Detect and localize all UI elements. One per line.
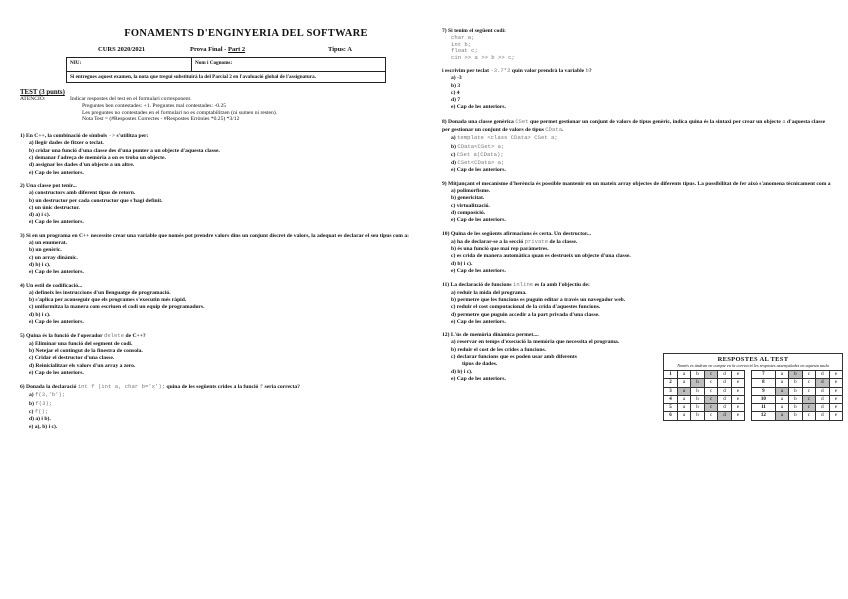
question-text xyxy=(442,281,834,289)
exam-part: Part 2 xyxy=(227,46,246,53)
answer-option xyxy=(442,268,834,275)
code-fragment: CData xyxy=(545,126,563,133)
question-8 xyxy=(442,118,834,175)
text-fragment: d) composició. xyxy=(451,209,486,216)
answer-choice-cell[interactable]: d xyxy=(717,412,731,420)
code-line: int b; xyxy=(451,40,472,48)
answer-choice-cell[interactable]: a xyxy=(678,404,691,412)
answer-option xyxy=(442,203,834,210)
question-11 xyxy=(442,281,834,326)
answer-choice-cell[interactable]: d xyxy=(815,404,829,412)
text-fragment: d) xyxy=(451,160,458,167)
text-fragment: c) 4 xyxy=(451,89,460,96)
text-fragment: b) un genèric. xyxy=(29,247,62,254)
code-fragment: -3.7*2 xyxy=(490,66,511,74)
answer-choice-cell[interactable]: c xyxy=(704,412,717,420)
answer-choice-cell[interactable]: c xyxy=(802,404,815,412)
question-number-cell: 3 xyxy=(664,387,678,395)
exam-header-line xyxy=(98,46,412,53)
question-number-cell: 1 xyxy=(664,370,678,378)
answer-choice-cell[interactable]: d xyxy=(717,404,731,412)
answer-option xyxy=(20,391,412,399)
question-text xyxy=(20,383,412,391)
answer-choice-cell[interactable]: a xyxy=(678,370,691,378)
answer-choice-cell[interactable]: e xyxy=(829,412,842,420)
answer-choice-cell[interactable]: a xyxy=(775,387,788,395)
text-fragment: c) uniformitza la manera com escriuen el codi un equip de programadors. xyxy=(29,304,205,311)
question-number-cell: 4 xyxy=(664,395,678,403)
text-fragment: d) a) i c). xyxy=(29,212,51,219)
code-fragment: f(); xyxy=(34,407,49,415)
exam-name: Prova Final - Part 2 xyxy=(190,46,246,53)
question-number-cell: 10 xyxy=(751,395,775,403)
attention-lines xyxy=(70,96,277,123)
text-fragment: a) xyxy=(29,392,36,399)
text-fragment: c) demanar l'adreça de memòria a on es troba un objecte. xyxy=(29,155,166,162)
question-1 xyxy=(20,132,412,177)
answer-sheet-header xyxy=(663,353,843,370)
text-fragment: i escrivim per teclat xyxy=(442,67,491,74)
left-column xyxy=(20,28,412,431)
attention-line: Les preguntes no contestades en el formulari no es comptabilitzen (ni sumen ni resten). xyxy=(82,109,278,116)
code-line: char a; xyxy=(451,34,475,42)
attention-line: Preguntes ben contestades: +1. Preguntes mal contestades: -0.25 xyxy=(82,102,227,109)
answer-choice-cell[interactable]: b xyxy=(690,387,704,395)
text-fragment: e) a), b) i c). xyxy=(29,423,58,430)
answer-option xyxy=(20,355,412,362)
answer-sheet xyxy=(663,353,843,421)
text-fragment: d) b) i c). xyxy=(451,260,473,267)
answer-row xyxy=(664,404,843,412)
question-6 xyxy=(20,383,412,431)
answer-choice-cell[interactable]: b xyxy=(690,370,704,378)
text-fragment: b) reduir el cost de les crides a funcions. xyxy=(451,346,547,353)
answer-choice-cell[interactable]: e xyxy=(731,395,744,403)
question-5 xyxy=(20,332,412,377)
text-fragment: d) b) i c). xyxy=(451,368,473,375)
answer-option xyxy=(442,339,834,346)
text-fragment: d) b) i c). xyxy=(29,261,51,268)
answer-sheet-subtitle: Només es tindran en compte en la correcció les respostes assenyalades en aquesta taula xyxy=(677,363,829,369)
text-fragment: 8) Donada una classe genèrica xyxy=(442,118,516,125)
text-fragment: a) defineix les instruccions d'un llenguatge de programació. xyxy=(29,289,171,296)
answer-choice-cell[interactable]: c xyxy=(704,379,717,387)
text-fragment: e) Cap de les anteriors. xyxy=(29,219,84,226)
text-fragment: c) es crida de manera automàtica quan es destrueix un objecte d'una classe. xyxy=(451,253,631,260)
code-fragment: b xyxy=(585,66,589,74)
text-fragment: s'utilitza per: xyxy=(115,133,149,140)
answer-choice-cell[interactable]: c xyxy=(802,379,815,387)
attention-label: ATENCIÓ: xyxy=(20,96,46,102)
text-fragment: a) un enumerat. xyxy=(29,240,68,247)
answer-choice-cell[interactable]: e xyxy=(829,395,842,403)
grid-gap xyxy=(744,370,751,378)
text-fragment: 11) La declaració de funcions xyxy=(442,282,514,289)
answer-choice-cell[interactable]: e xyxy=(829,404,842,412)
question-text xyxy=(442,181,834,188)
text-fragment: quina de les següents crides a la funció xyxy=(165,384,260,391)
niu-field[interactable]: NIU: xyxy=(67,58,192,72)
text-fragment: es fa amb l'objectiu de: xyxy=(533,282,590,289)
answer-choice-cell[interactable]: d xyxy=(815,379,829,387)
answer-choice-cell[interactable]: a xyxy=(678,379,691,387)
text-fragment: seria correcta? xyxy=(263,384,300,391)
code-fragment: int f (int a, char b='x'); xyxy=(77,383,166,391)
text-fragment: b) Netejar el contingut de la finestra de consola. xyxy=(29,347,143,354)
answer-option xyxy=(442,312,834,319)
text-fragment: e) Cap de les anteriors. xyxy=(451,167,506,174)
text-fragment: de C++? xyxy=(124,333,146,340)
answer-option xyxy=(20,408,412,416)
answer-choice-cell[interactable]: a xyxy=(775,379,788,387)
code-fragment: -> xyxy=(108,132,116,140)
answer-choice-cell[interactable]: a xyxy=(775,412,788,420)
question-text xyxy=(20,332,412,340)
text-fragment: ? xyxy=(588,67,592,74)
answer-option xyxy=(20,198,412,205)
exam-title: FONAMENTS D'ENGINYERIA DEL SOFTWARE xyxy=(124,28,368,39)
text-fragment: c) un únic destructor. xyxy=(29,204,80,211)
answer-choice-cell[interactable]: c xyxy=(802,387,815,395)
question-text xyxy=(20,283,412,290)
submission-notice: Si entregues aquest examen, la nota que tregui substituirà la del Parcial 2 en l'avaluació global de l'assignatura. xyxy=(67,72,386,83)
answer-option xyxy=(20,162,412,169)
code-fragment: f xyxy=(259,383,264,391)
answer-option xyxy=(442,83,834,90)
question-4 xyxy=(20,283,412,327)
text-fragment: e) Cap de les anteriors. xyxy=(451,318,506,325)
answer-option xyxy=(442,195,834,202)
text-fragment: 9) Mitjançant el mecanisme d'herència és possible mantenir en un mateix array objectes de diferents tipus. La possibilitat de fer això s'anomena tècnicament com a xyxy=(442,180,831,187)
text-fragment: b) permetre que les funcions es puguin editar a través un navegador web. xyxy=(451,296,626,303)
answer-choice-cell[interactable]: a xyxy=(678,412,691,420)
text-fragment: 12) L'ús de memòria dinàmica permet.... xyxy=(442,332,539,339)
name-field[interactable]: Nom i Cognoms: xyxy=(192,58,386,72)
question-text xyxy=(442,231,834,238)
text-fragment: c) virtualització. xyxy=(451,202,490,209)
text-fragment: 5) Quina és la funció de l'operador xyxy=(20,333,104,340)
answer-choice-cell[interactable]: d xyxy=(717,379,731,387)
text-fragment: a) constructors amb diferent tipus de retorn. xyxy=(29,190,136,197)
text-fragment: b) 3 xyxy=(451,82,461,89)
answer-option xyxy=(442,319,834,326)
answer-choice-cell[interactable]: b xyxy=(788,370,802,378)
question-number-cell: 2 xyxy=(664,379,678,387)
student-info-table xyxy=(66,57,386,83)
answer-choice-cell[interactable]: b xyxy=(690,395,704,403)
text-fragment: b) s'aplica per aconseguir que els programes s'executin més ràpid. xyxy=(29,297,187,304)
answer-choice-cell[interactable]: d xyxy=(815,387,829,395)
answer-choice-cell[interactable]: d xyxy=(815,412,829,420)
attention-block xyxy=(20,96,412,123)
answer-option xyxy=(20,424,412,431)
text-fragment: e) Cap de les anteriors. xyxy=(451,375,506,382)
text-fragment: b) és una funció que mai rep paràmetres. xyxy=(451,246,549,253)
code-fragment: CData<CSet> a; xyxy=(457,142,505,150)
code-fragment: CSet a(CData); xyxy=(456,150,504,158)
answer-option xyxy=(442,188,834,195)
answer-option xyxy=(442,238,834,246)
answer-option xyxy=(442,167,834,174)
text-fragment: e) Cap de les anteriors. xyxy=(451,217,506,224)
answer-row xyxy=(664,412,843,420)
answer-option xyxy=(20,363,412,370)
code-fragment: f(3); xyxy=(35,399,53,407)
answer-choice-cell[interactable]: d xyxy=(717,387,731,395)
text-fragment: 1) En C++, la combinació de símbols xyxy=(20,133,109,140)
answer-choice-cell[interactable]: b xyxy=(690,412,704,420)
answer-choice-cell[interactable]: e xyxy=(731,404,744,412)
text-fragment: c) xyxy=(29,408,35,415)
answer-option xyxy=(20,247,412,254)
exam-type: Tipus: A xyxy=(328,46,352,53)
code-line: float c; xyxy=(451,47,478,55)
answer-choice-cell[interactable]: b xyxy=(690,404,704,412)
answer-option xyxy=(20,416,412,423)
text-fragment: 2) Una classe pot tenir... xyxy=(20,182,77,189)
text-fragment: b) xyxy=(451,143,458,150)
text-fragment: a) reduir la mida del programa. xyxy=(451,289,527,296)
answer-row xyxy=(664,370,843,378)
answer-choice-cell[interactable]: e xyxy=(829,370,842,378)
text-fragment: d) 7 xyxy=(451,97,461,104)
text-fragment: a) llegir dades de fitxer o teclat. xyxy=(29,140,104,147)
answer-option xyxy=(20,312,412,319)
text-fragment: c) un array dinàmic. xyxy=(29,254,78,261)
answer-option xyxy=(20,319,412,326)
answer-choice-cell[interactable]: a xyxy=(678,387,691,395)
text-fragment: c) declarar funcions que es poden usar amb diferents xyxy=(451,354,577,361)
answer-choice-cell[interactable]: a xyxy=(678,395,691,403)
question-2 xyxy=(20,183,412,227)
answer-choice-cell[interactable]: b xyxy=(788,387,802,395)
text-fragment: quin valor prendrà la variable xyxy=(510,67,586,74)
answer-option xyxy=(442,75,834,82)
answer-option xyxy=(442,151,834,159)
answer-choice-cell[interactable]: e xyxy=(829,379,842,387)
answer-choice-cell[interactable]: c xyxy=(802,395,815,403)
answer-choice-cell[interactable]: e xyxy=(731,370,744,378)
answer-choice-cell[interactable]: b xyxy=(788,395,802,403)
answer-option xyxy=(442,253,834,260)
answer-option xyxy=(20,400,412,408)
question-7 xyxy=(442,28,834,112)
question-text xyxy=(442,118,834,135)
text-fragment: b) xyxy=(29,400,36,407)
text-fragment: e) Cap de les anteriors. xyxy=(451,268,506,275)
grid-gap xyxy=(744,387,751,395)
text-fragment: e) Cap de les anteriors. xyxy=(29,169,84,176)
text-fragment: e) Cap de les anteriors. xyxy=(451,104,506,111)
text-fragment: d) a) i b). xyxy=(29,416,51,423)
answer-choice-cell[interactable]: b xyxy=(788,404,802,412)
answer-option xyxy=(20,255,412,262)
answer-choice-cell[interactable]: a xyxy=(775,370,788,378)
grid-gap xyxy=(744,412,751,420)
answer-option xyxy=(442,261,834,268)
grid-gap xyxy=(744,395,751,403)
answer-row xyxy=(664,379,843,387)
code-fragment: template <class CData> CSet a; xyxy=(457,134,558,142)
text-fragment: c) Cridar el destructor d'una classe. xyxy=(29,355,115,362)
answer-choice-cell[interactable]: e xyxy=(829,387,842,395)
text-fragment: de la classe. xyxy=(548,238,578,245)
code-fragment: delete xyxy=(103,332,125,340)
answer-choice-cell[interactable]: a xyxy=(775,404,788,412)
answer-choice-cell[interactable]: b xyxy=(690,379,704,387)
answer-choice-cell[interactable]: c xyxy=(704,404,717,412)
text-fragment: d) permetre que puguin accedir a la part privada d'una classe. xyxy=(451,311,600,318)
answer-option xyxy=(442,90,834,97)
text-fragment: 6) Donada la declaració xyxy=(20,384,78,391)
attention-line: Indicar respostes del test en el formulari corresponent. xyxy=(70,96,192,102)
text-fragment: 7) Si tenim el següent codi: xyxy=(442,28,506,34)
answer-choice-cell[interactable]: e xyxy=(731,412,744,420)
answer-option xyxy=(20,370,412,377)
question-10 xyxy=(442,231,834,276)
text-fragment: a) ha de declarar-se a la secció xyxy=(451,238,525,245)
question-number-cell: 9 xyxy=(751,387,775,395)
answer-sheet-title: RESPOSTES AL TEST xyxy=(717,356,789,364)
question-text xyxy=(442,28,834,35)
question-text-continued xyxy=(442,67,834,75)
text-fragment: a) polimorfisme. xyxy=(451,188,491,195)
answer-option xyxy=(442,217,834,224)
text-fragment: d) assignar les dades d'un objecte a un altre. xyxy=(29,162,135,169)
answer-choice-cell[interactable]: b xyxy=(788,412,802,420)
answer-choice-cell[interactable]: d xyxy=(717,370,731,378)
question-number-cell: 11 xyxy=(751,404,775,412)
text-fragment: e) Cap de les anteriors. xyxy=(29,319,84,326)
answer-row xyxy=(664,387,843,395)
answer-choice-cell[interactable]: d xyxy=(717,395,731,403)
question-number-cell: 8 xyxy=(751,379,775,387)
answer-option xyxy=(20,304,412,311)
course-year: CURS 2020/2021 xyxy=(98,46,146,53)
code-line: cin >> a >> b >> c; xyxy=(451,53,515,61)
text-fragment: e) Cap de les anteriors. xyxy=(29,269,84,276)
grid-gap xyxy=(744,379,751,387)
text-fragment: a) -3 xyxy=(451,75,462,82)
test-heading: TEST (3 punts) xyxy=(20,89,65,96)
answer-choice-cell[interactable]: d xyxy=(815,370,829,378)
text-fragment: c) reduir el cost computacional de la crida d'aquestes funcions. xyxy=(451,304,601,311)
answer-choice-cell[interactable]: c xyxy=(802,370,815,378)
questions-left xyxy=(20,132,412,431)
answer-option xyxy=(442,143,834,151)
answer-option xyxy=(442,304,834,311)
text-fragment: b) genericitat. xyxy=(451,195,485,202)
answer-choice-cell[interactable]: c xyxy=(704,370,717,378)
answer-grid xyxy=(663,370,843,421)
answer-option xyxy=(20,219,412,226)
text-fragment: a) xyxy=(451,135,458,142)
question-3 xyxy=(20,233,412,277)
questions-right xyxy=(442,28,838,419)
text-fragment: 4) Un estil de codificació... xyxy=(20,282,83,289)
code-fragment: inline xyxy=(513,281,534,289)
text-fragment: tipus de dades. xyxy=(462,361,498,368)
text-fragment: . xyxy=(562,127,564,133)
text-fragment: d) b) i c). xyxy=(29,311,51,318)
question-12 xyxy=(442,332,838,419)
answer-option xyxy=(442,290,834,297)
right-column xyxy=(442,28,838,419)
text-fragment: 3) Si en un programa en C++ necessite crear una variable que només pot prendre valors dins un conjunt discret de valors, la adequat es declarar el seu tipus com a: xyxy=(20,232,409,239)
answer-option xyxy=(20,341,412,348)
text-fragment: d'aquesta classe per gestionar un conjunt de valors de tipus xyxy=(442,118,826,133)
answer-choice-cell[interactable]: c xyxy=(704,387,717,395)
text-fragment: d) Reinicialitzar els valors d'un array a zero. xyxy=(29,362,136,369)
code-fragment: CSet<CData> a; xyxy=(457,159,505,167)
text-fragment: c) xyxy=(451,151,457,158)
text-fragment: b) cridar una funció d'una classe des d'una punter a un objecte d'aquesta classe. xyxy=(29,147,220,154)
code-fragment: f(3,'b'); xyxy=(35,391,66,399)
text-fragment: e) Cap de les anteriors. xyxy=(29,369,84,376)
question-number-cell: 6 xyxy=(664,412,678,420)
question-text xyxy=(20,233,412,240)
question-number-cell: 5 xyxy=(664,404,678,412)
answer-option xyxy=(20,148,412,155)
answer-option xyxy=(20,205,412,212)
text-fragment: 10) Quina de les següents afirmacions és certa. Un destructor... xyxy=(442,230,592,237)
question-number-cell: 7 xyxy=(751,370,775,378)
grid-gap xyxy=(744,404,751,412)
code-fragment: a xyxy=(782,117,786,125)
answer-choice-cell[interactable]: d xyxy=(815,395,829,403)
answer-option xyxy=(20,170,412,177)
answer-choice-cell[interactable]: e xyxy=(731,379,744,387)
text-fragment: a) Eliminar una funció del segment de codi. xyxy=(29,340,133,347)
answer-option xyxy=(20,190,412,197)
attention-line: Nota Test = (#Respostes Correctes - #Respostes Errònies *0.25) *3/12 xyxy=(82,116,240,123)
code-fragment: CSet xyxy=(515,117,529,125)
answer-option xyxy=(442,134,834,142)
question-number-cell: 12 xyxy=(751,412,775,420)
answer-option xyxy=(20,240,412,247)
question-9 xyxy=(442,181,834,225)
answer-choice-cell[interactable]: a xyxy=(775,395,788,403)
text-fragment: que permet gestionar un conjunt de valors de tipus genèric, indica quina és la sintaxi per crear un objecte xyxy=(528,118,783,125)
answer-row xyxy=(664,395,843,403)
code-fragment: private xyxy=(524,237,549,245)
text-fragment: b) un destructor per cada constructor que s'hagi definit. xyxy=(29,197,163,204)
answer-choice-cell[interactable]: e xyxy=(731,387,744,395)
text-fragment: a) reservar en temps d'execució la memòria que necessita el programa. xyxy=(451,339,620,346)
answer-choice-cell[interactable]: c xyxy=(802,412,815,420)
answer-choice-cell[interactable]: c xyxy=(704,395,717,403)
answer-option xyxy=(20,269,412,276)
answer-option xyxy=(442,104,834,111)
answer-choice-cell[interactable]: b xyxy=(788,379,802,387)
answer-option xyxy=(20,140,412,147)
